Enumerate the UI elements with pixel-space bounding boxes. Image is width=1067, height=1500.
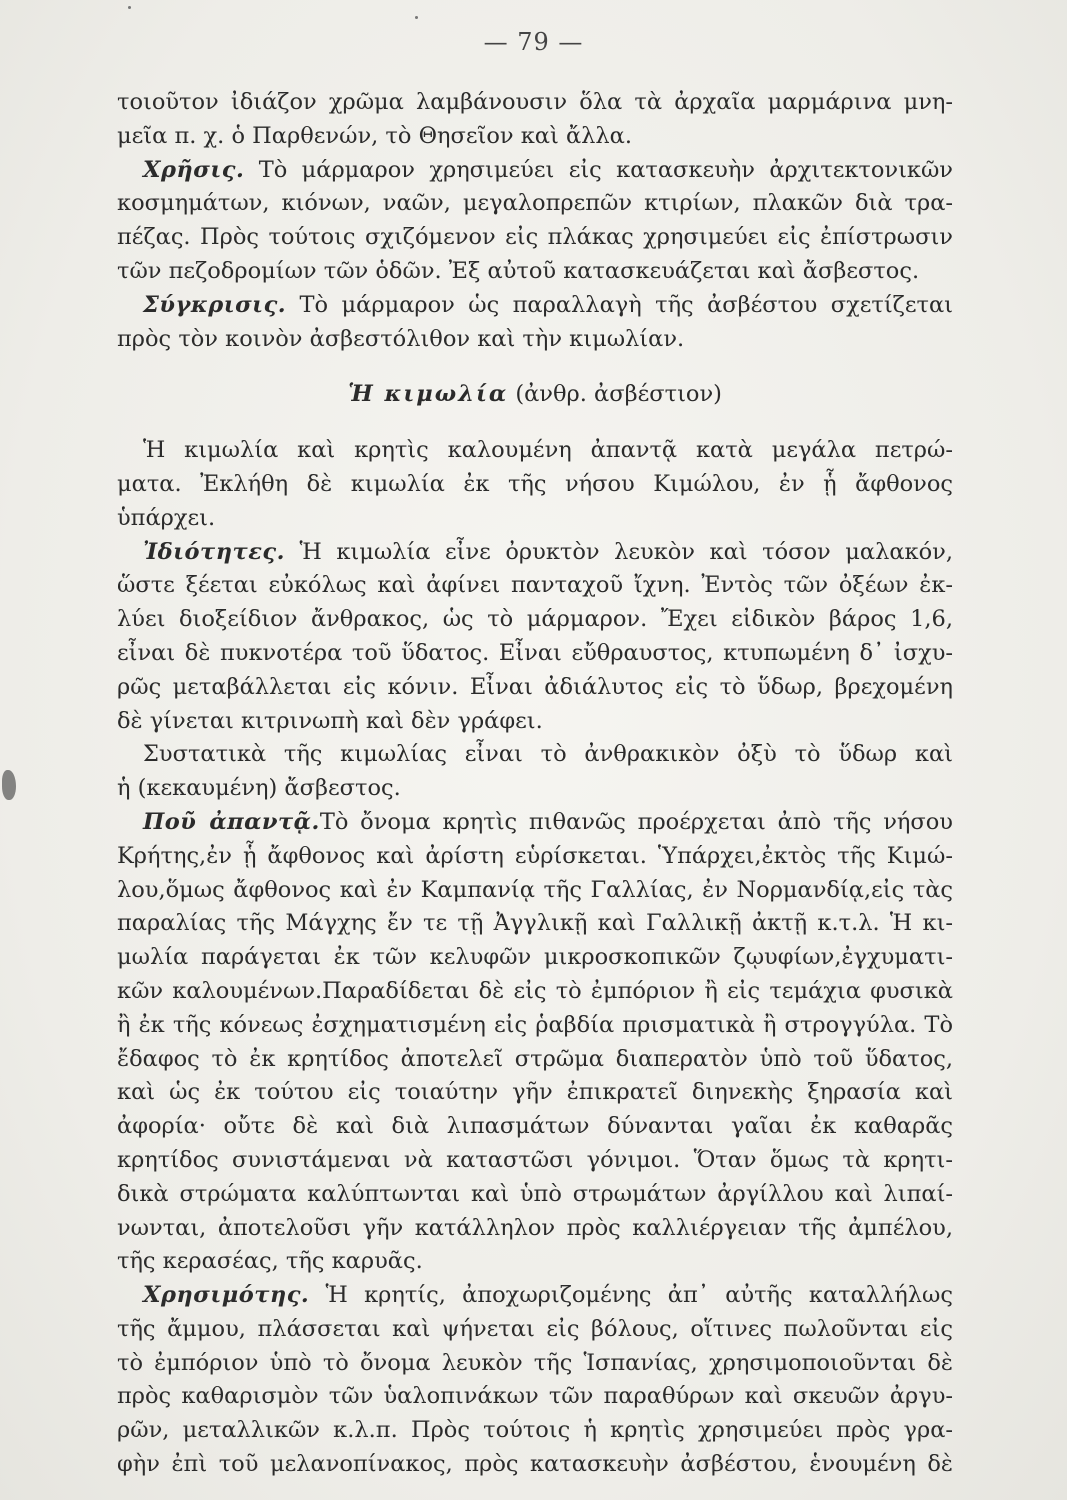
text-line: λύει διοξείδιον ἄνθρακος, ὡς τὸ μάρμαρον. Ἔχει εἰδικὸν βάρος 1,6,: [117, 606, 953, 633]
text-line: δικὰ στρώματα καλύπτωνται καὶ ὑπὸ στρωμάτων ἀργίλλου καὶ λιπαί-: [117, 1180, 953, 1207]
text-line: τὸ ἐμπόριον ὑπὸ τὸ ὄνομα λευκὸν τῆς Ἱσπανίας, χρησιμοποιοῦνται δὲ: [117, 1349, 953, 1376]
text-line: μεῖα π. χ. ὁ Παρθενών, τὸ Θησεῖον καὶ ἄλλα.: [117, 122, 633, 149]
heading-chrisis: Χρῆσις.: [143, 156, 245, 183]
paragraph-heading-line: Χρησιμότης. Ἡ κρητίς, ἀποχωριζομένης ἀπ᾽ αὐτῆς καταλλήλως: [143, 1282, 953, 1309]
text-line: ρῶν, μεταλλικῶν κ.λ.π. Πρὸς τούτοις ἡ κρητὶς χρησιμεύει πρὸς γρα-: [117, 1417, 953, 1444]
section-gap: [117, 356, 953, 378]
text-line: Ἡ κιμωλία καὶ κρητὶς καλουμένη ἀπαντᾷ κατὰ μεγάλα πετρώ-: [143, 437, 953, 464]
text-line: ὑπάρχει.: [117, 504, 216, 531]
text-line: εἶναι δὲ πυκνοτέρα τοῦ ὕδατος. Εἶναι εὔθραυστος, κτυπωμένη δ᾽ ἰσχυ-: [117, 639, 953, 666]
text-line: πρὸς καθαρισμὸν τῶν ὑαλοπινάκων τῶν παραθύρων καὶ σκευῶν ἀργυ-: [117, 1383, 953, 1410]
paragraph-heading-line: Χρῆσις. Τὸ μάρμαρον χρησιμεύει εἰς κατασκευὴν ἀρχιτεκτονικῶν: [143, 156, 953, 183]
text-line: δὲ γίνεται κιτρινωπὴ καὶ δὲν γράφει.: [117, 707, 543, 734]
heading-chrisimotis: Χρησιμότης.: [143, 1282, 310, 1309]
text-line: τῆς ἄμμου, πλάσσεται καὶ ψήνεται εἰς βόλους, οἵτινες πωλοῦνται εἰς: [117, 1315, 953, 1342]
text-line: ὥστε ξέεται εὐκόλως καὶ ἀφίνει πανταχοῦ ἴχνη. Ἐντὸς τῶν ὀξέων ἐκ-: [117, 572, 953, 599]
section-gap: [117, 412, 953, 434]
text-line: ἔδαφος τὸ ἐκ κρητίδος ἀποτελεῖ στρῶμα διαπερατὸν ὑπὸ τοῦ ὕδατος,: [117, 1045, 953, 1072]
body-text: [117, 86, 953, 1482]
text-line: Συστατικὰ τῆς κιμωλίας εἶναι τὸ ἀνθρακικὸν ὀξὺ τὸ ὕδωρ καὶ: [143, 741, 953, 768]
text-line: καὶ ὡς ἐκ τούτου εἰς τοιαύτην γῆν ἐπικρατεῖ διηνεκὴς ξηρασία καὶ: [117, 1079, 953, 1106]
text-line: φὴν ἐπὶ τοῦ μελανοπίνακος, πρὸς κατασκευὴν ἀσβέστου, ἑνουμένη δὲ: [117, 1451, 953, 1478]
text-line: τῆς κερασέας, τῆς καρυᾶς.: [117, 1248, 423, 1275]
text-line: ματα. Ἐκλήθη δὲ κιμωλία ἐκ τῆς νήσου Κιμώλου, ἐν ᾗ ἄφθονος: [117, 470, 953, 497]
ink-speck: [415, 16, 418, 19]
page-number: — 79 —: [483, 28, 584, 56]
text-line: τῶν πεζοδρομίων τῶν ὁδῶν. Ἐξ αὐτοῦ κατασκευάζεται καὶ ἄσβεστος.: [117, 257, 920, 284]
text-line: κῶν καλουμένων.Παραδίδεται δὲ εἰς τὸ ἐμπόριον ἢ εἰς τεμάχια φυσικὰ: [117, 977, 953, 1004]
heading-synkrisis: Σύγκρισις.: [143, 291, 287, 318]
paragraph-heading-line: Ποῦ ἀπαντᾷ.Τὸ ὄνομα κρητὶς πιθανῶς προέρχεται ἀπὸ τῆς νήσου: [143, 808, 953, 835]
text-line: πρὸς τὸν κοινὸν ἀσβεστόλιθον καὶ τὴν κιμωλίαν.: [117, 325, 685, 352]
section-title-kimolia: Ἡ κιμωλία: [348, 381, 509, 408]
section-title: Ἡ κιμωλία (ἀνθρ. ἀσβέστιον): [348, 381, 722, 408]
paragraph-heading-line: Ἰδιότητες. Ἡ κιμωλία εἶνε ὀρυκτὸν λευκὸν καὶ τόσον μαλακόν,: [143, 538, 953, 565]
text-line: ἢ ἐκ τῆς κόνεως ἐσχηματισμένη εἰς ῥαβδία πρισματικὰ ἢ στρογγύλα. Τὸ: [117, 1011, 953, 1038]
text-line: νωνται, ἀποτελοῦσι γῆν κατάλληλον πρὸς καλλιέργειαν τῆς ἀμπέλου,: [117, 1214, 953, 1241]
ink-speck: [128, 6, 131, 9]
heading-idiotites: Ἰδιότητες.: [143, 538, 285, 565]
heading-pou-apanta: Ποῦ ἀπαντᾷ.: [143, 808, 320, 835]
text-line: ρῶς μεταβάλλεται εἰς κόνιν. Εἶναι ἀδιάλυτος εἰς τὸ ὕδωρ, βρεχομένη: [117, 673, 953, 700]
margin-smudge: [2, 770, 16, 800]
text-line: πέζας. Πρὸς τούτοις σχιζόμενον εἰς πλάκας χρησιμεύει εἰς ἐπίστρωσιν: [117, 224, 953, 251]
text-line: κρητίδος συνιστάμεναι νὰ καταστῶσι γόνιμοι. Ὅταν ὅμως τὰ κρητι-: [117, 1146, 953, 1173]
text-line: κοσμημάτων, κιόνων, ναῶν, μεγαλοπρεπῶν κτιρίων, πλακῶν διὰ τρα-: [117, 190, 953, 217]
text-line: μωλία παράγεται ἐκ τῶν κελυφῶν μικροσκοπικῶν ζῳυφίων,ἐγχυματι-: [117, 944, 953, 971]
text-line: ἡ (κεκαυμένη) ἄσβεστος.: [117, 775, 401, 802]
text-line: τοιοῦτον ἰδιάζον χρῶμα λαμβάνουσιν ὅλα τὰ ἀρχαῖα μαρμάρινα μνη-: [117, 89, 953, 115]
text-line: ἀφορία· οὔτε δὲ καὶ διὰ λιπασμάτων δύνανται γαῖαι ἐκ καθαρᾶς: [117, 1113, 953, 1140]
text-line: λου,ὅμως ἄφθονος καὶ ἐν Καμπανίᾳ τῆς Γαλλίας, ἐν Νορμανδίᾳ,εἰς τὰς: [117, 876, 953, 903]
text-line: Κρήτης,ἐν ᾗ ἄφθονος καὶ ἀρίστη εὑρίσκεται. Ὑπάρχει,ἐκτὸς τῆς Κιμώ-: [117, 842, 953, 869]
paragraph-heading-line: Σύγκρισις. Τὸ μάρμαρον ὡς παραλλαγὴ τῆς ἀσβέστου σχετίζεται: [143, 291, 953, 318]
text-line: παραλίας τῆς Μάγχης ἔν τε τῇ Ἀγγλικῇ καὶ Γαλλικῇ ἀκτῇ κ.τ.λ. Ἡ κι-: [117, 910, 953, 937]
